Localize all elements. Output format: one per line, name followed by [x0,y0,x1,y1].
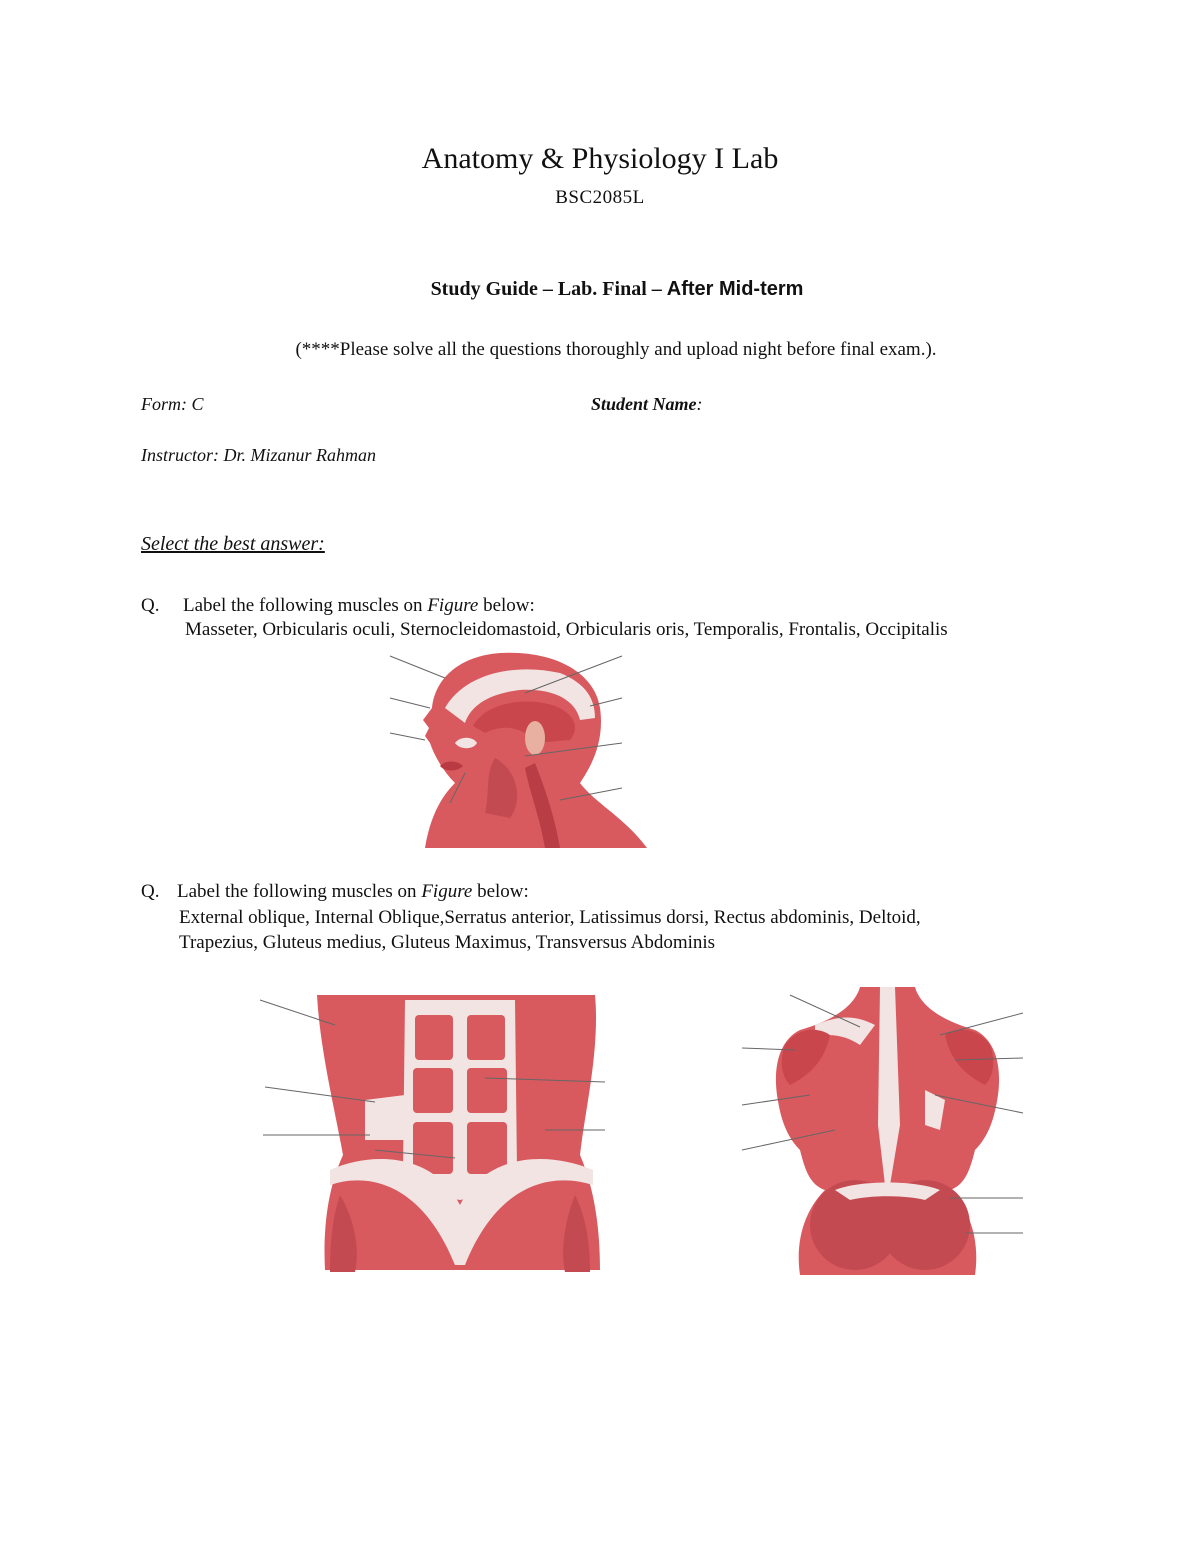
question-2-prompt-emph: Figure [421,881,473,902]
head-neck-muscles-icon [385,648,655,850]
question-1-muscle-list: Masseter, Orbicularis oculi, Sternocleidomastoid, Orbicularis oris, Temporalis, Frontalis, Occipitalis [185,619,948,640]
study-guide-heading [0,278,1200,301]
posterior-back-muscles-icon [740,985,1025,1277]
instructor-label: Instructor: Dr. Mizanur Rahman [141,445,377,465]
question-1-prompt-end: below: [478,595,535,616]
student-name-suffix: : [696,394,703,414]
question-1-prompt-emph: Figure [427,595,479,616]
student-name-label: Student Name [591,394,697,414]
form-label: Form: C [141,394,204,414]
question-1-prompt [141,594,948,618]
study-guide-part1: Study Guide – Lab. Final – [430,278,667,300]
question-2-prompt [141,879,921,905]
study-guide-part2: After Mid-term [666,278,804,300]
question-2-muscle-list-line-2: Trapezius, Gluteus medius, Gluteus Maximus, Transversus Abdominis [179,932,716,953]
student-name-field [591,394,703,415]
question-1-number: Q. [141,595,160,616]
anterior-abdomen-muscles-icon [255,990,610,1275]
page-title: Anatomy & Physiology I Lab [421,142,779,175]
question-2 [141,879,921,956]
section-heading: Select the best answer: [141,533,325,555]
course-code: BSC2085L [555,187,645,208]
question-1-prompt-text: Label the following muscles on [183,595,428,616]
instructions-note: (****Please solve all the questions thoroughly and upload night before final exam.). [295,339,937,360]
question-1 [141,594,948,642]
question-2-prompt-end: below: [472,881,529,902]
question-2-number: Q. [141,881,160,902]
question-2-muscle-list-line-1: External oblique, Internal Oblique,Serratus anterior, Latissimus dorsi, Rectus abdominis, Deltoid, [179,906,921,928]
question-2-prompt-text: Label the following muscles on [177,881,422,902]
